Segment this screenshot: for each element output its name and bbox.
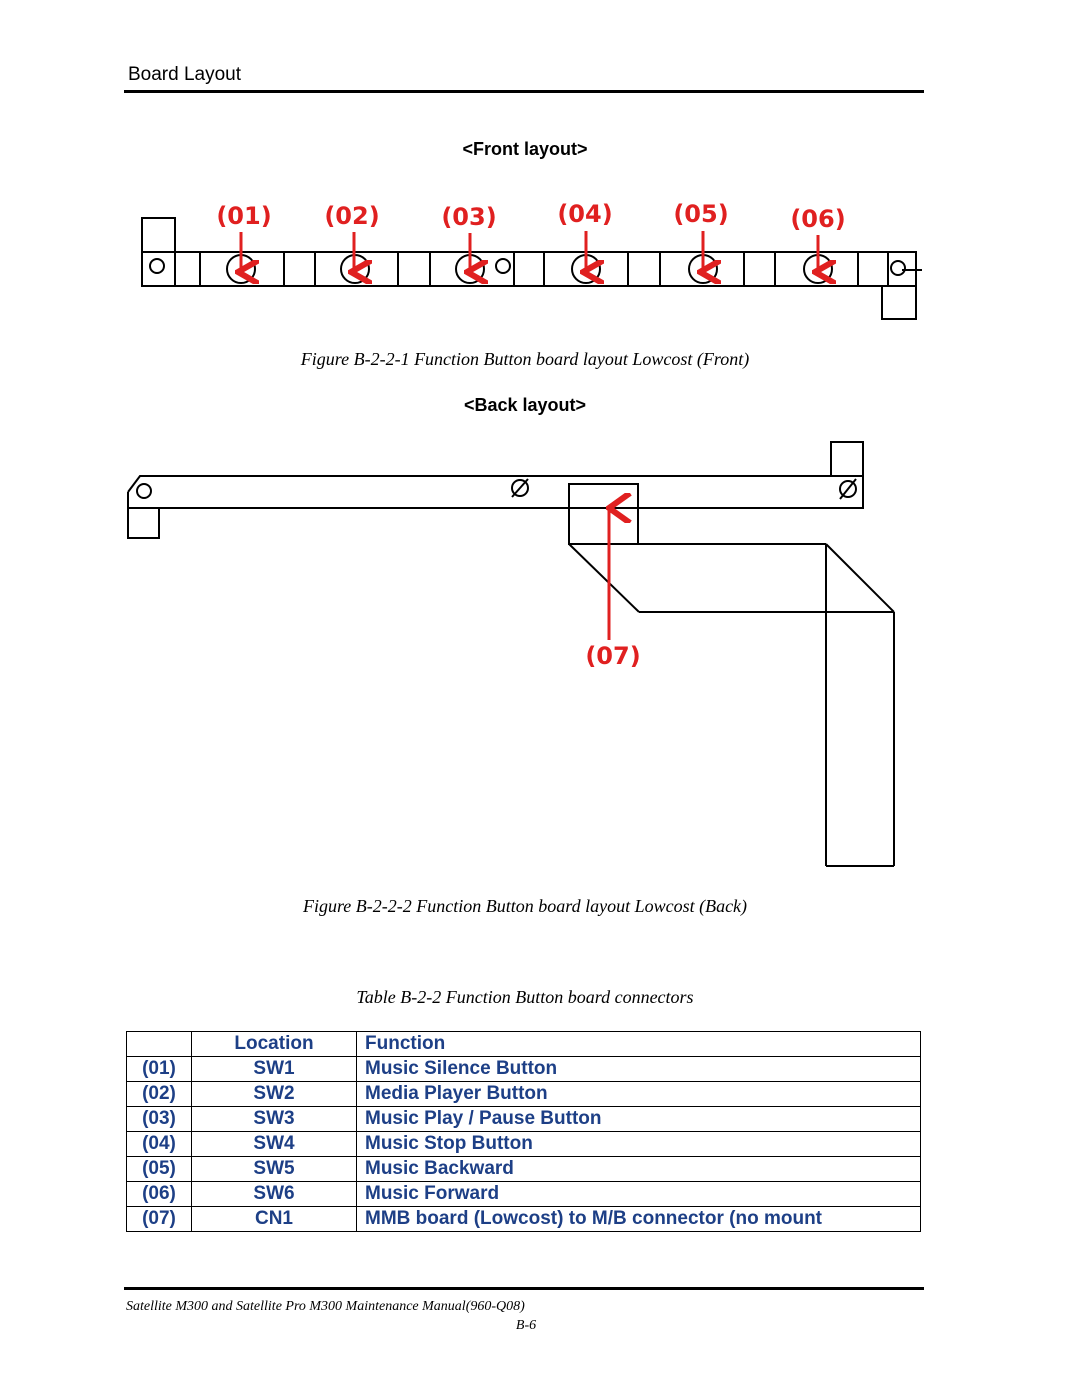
footer-rule: [124, 1287, 924, 1290]
footer-page-number: B-6: [515, 1318, 537, 1333]
front-figure-caption: Figure B-2-2-1 Function Button board layout Lowcost (Front): [300, 349, 750, 369]
back-board-outline: [128, 442, 894, 866]
front-marker-05: (05): [673, 200, 729, 228]
table-row: [127, 1182, 921, 1207]
front-layout-heading: <Front layout>: [462, 139, 588, 159]
table-cell: (06): [127, 1182, 192, 1207]
table-cell: SW6: [192, 1182, 357, 1207]
table-cell: (05): [127, 1157, 192, 1182]
back-figure-caption: Figure B-2-2-2 Function Button board layout Lowcost (Back): [302, 896, 748, 916]
table-header-cell: Location: [192, 1032, 357, 1057]
table-row: [127, 1057, 921, 1082]
table-cell: (01): [127, 1057, 192, 1082]
front-marker-04: (04): [557, 200, 613, 228]
table-cell: SW3: [192, 1107, 357, 1132]
table-cell: CN1: [192, 1207, 357, 1232]
table-cell: SW2: [192, 1082, 357, 1107]
table-header-cell: Function: [357, 1032, 921, 1057]
table-cell: MMB board (Lowcost) to M/B connector (no mount: [357, 1207, 921, 1232]
front-marker-06: (06): [790, 205, 846, 233]
table-cell: Media Player Button: [357, 1082, 921, 1107]
front-marker-02: (02): [324, 202, 380, 230]
table-cell: Music Stop Button: [357, 1132, 921, 1157]
table-cell: (03): [127, 1107, 192, 1132]
table-cell: SW5: [192, 1157, 357, 1182]
back-marker-07: (07): [585, 642, 641, 670]
table-cell: (07): [127, 1207, 192, 1232]
table-header-cell: [127, 1032, 192, 1057]
table-cell: SW4: [192, 1132, 357, 1157]
front-marker-03: (03): [441, 203, 497, 231]
table-row: [127, 1157, 921, 1182]
table-cell: Music Play / Pause Button: [357, 1107, 921, 1132]
table-cell: (02): [127, 1082, 192, 1107]
table-cell: (04): [127, 1132, 192, 1157]
table-header-row: [127, 1032, 921, 1057]
table-row: [127, 1132, 921, 1157]
table-row: [127, 1107, 921, 1132]
table-cell: Music Silence Button: [357, 1057, 921, 1082]
table-row: [127, 1207, 921, 1232]
page-header-title: Board Layout: [128, 64, 242, 85]
table-cell: SW1: [192, 1057, 357, 1082]
table-cell: Music Forward: [357, 1182, 921, 1207]
connector-table: [126, 1031, 921, 1232]
table-cell: Music Backward: [357, 1157, 921, 1182]
front-marker-01: (01): [216, 202, 272, 230]
table-row: [127, 1082, 921, 1107]
table-title: Table B-2-2 Function Button board connectors: [356, 987, 694, 1007]
footer-manual-title: Satellite M300 and Satellite Pro M300 Maintenance Manual(960-Q08): [126, 1299, 525, 1314]
back-layout-heading: <Back layout>: [463, 395, 587, 415]
